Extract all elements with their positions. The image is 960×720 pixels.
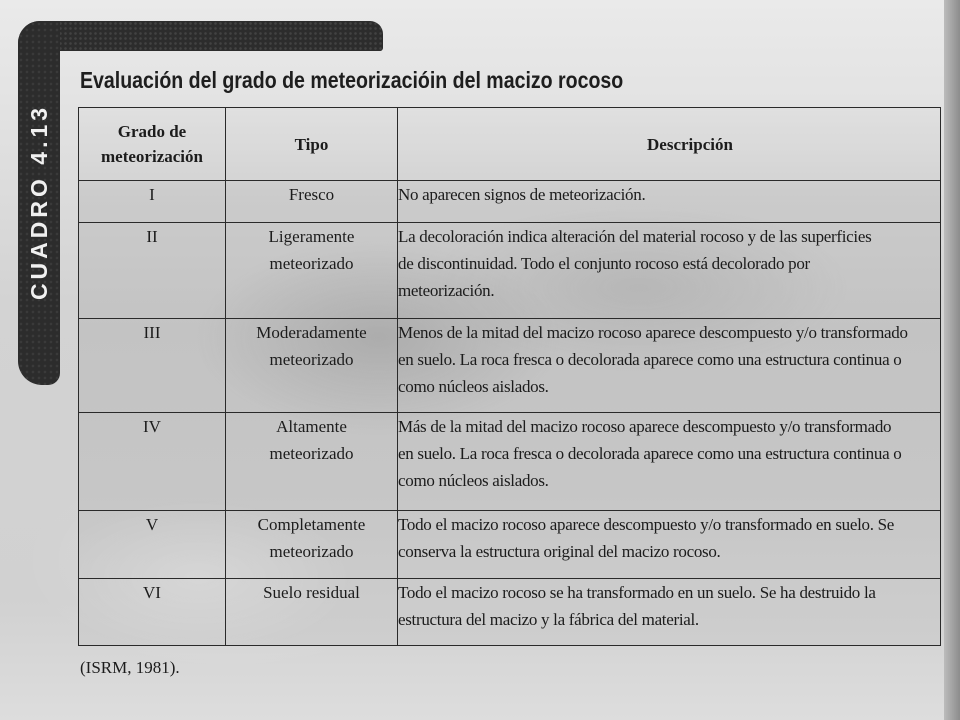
description-line: conserva la estructura original del macizo rocoso. bbox=[398, 542, 721, 561]
description-line: de discontinuidad. Todo el conjunto rocoso está decolorado por bbox=[398, 254, 810, 273]
type-line: Suelo residual bbox=[263, 583, 360, 602]
description-line: meteorización. bbox=[398, 281, 495, 300]
page-edge-shadow bbox=[944, 0, 960, 720]
table-row bbox=[79, 181, 941, 223]
type-cell bbox=[226, 413, 398, 511]
description-line: en suelo. La roca fresca o decolorada aparece como una estructura continua o bbox=[398, 350, 902, 369]
table-row bbox=[79, 579, 941, 646]
type-line: Ligeramente bbox=[268, 227, 355, 246]
description-line: como núcleos aislados. bbox=[398, 377, 549, 396]
grade-cell: V bbox=[79, 511, 226, 579]
table-row bbox=[79, 413, 941, 511]
grade-cell: VI bbox=[79, 579, 226, 646]
grade-cell: IV bbox=[79, 413, 226, 511]
source-note: (ISRM, 1981). bbox=[80, 658, 180, 677]
grade-cell: II bbox=[79, 223, 226, 319]
description-cell bbox=[398, 579, 941, 646]
header-type: Tipo bbox=[226, 108, 398, 181]
type-line: Moderadamente bbox=[256, 323, 367, 342]
weathering-table bbox=[78, 107, 941, 646]
type-cell bbox=[226, 181, 398, 223]
description-line: La decoloración indica alteración del material rocoso y de las superficies bbox=[398, 227, 872, 246]
type-cell bbox=[226, 223, 398, 319]
table-title: Evaluación del grado de meteorizacióin del macizo rocoso bbox=[80, 67, 624, 93]
type-line: Completamente bbox=[257, 515, 366, 534]
header-grade-line: Grado de bbox=[117, 122, 187, 141]
type-line: meteorizado bbox=[269, 350, 354, 369]
side-tab-label: CUADRO 4.13 bbox=[26, 103, 52, 301]
description-cell bbox=[398, 319, 941, 413]
description-line: Menos de la mitad del macizo rocoso aparece descompuesto y/o transformado bbox=[398, 323, 908, 342]
description-line: Todo el macizo rocoso se ha transformado en un suelo. Se ha destruido la bbox=[398, 583, 876, 602]
header-grade bbox=[79, 108, 226, 181]
description-cell bbox=[398, 511, 941, 579]
grade-cell: III bbox=[79, 319, 226, 413]
description-cell bbox=[398, 223, 941, 319]
table-row bbox=[79, 511, 941, 579]
type-line: meteorizado bbox=[269, 444, 354, 463]
description-cell bbox=[398, 181, 941, 223]
type-cell bbox=[226, 319, 398, 413]
description-line: como núcleos aislados. bbox=[398, 471, 549, 490]
side-tab-bar bbox=[18, 21, 383, 51]
table-header-row bbox=[79, 108, 941, 181]
description-line: No aparecen signos de meteorización. bbox=[398, 185, 646, 204]
header-grade-line: meteorización bbox=[101, 147, 203, 166]
grade-cell: I bbox=[79, 181, 226, 223]
description-line: estructura del macizo y la fábrica del material. bbox=[398, 610, 699, 629]
table-row bbox=[79, 223, 941, 319]
type-cell bbox=[226, 511, 398, 579]
description-line: en suelo. La roca fresca o decolorada aparece como una estructura continua o bbox=[398, 444, 902, 463]
type-cell bbox=[226, 579, 398, 646]
type-line: meteorizado bbox=[269, 542, 354, 561]
table-row bbox=[79, 319, 941, 413]
type-line: meteorizado bbox=[269, 254, 354, 273]
type-line: Fresco bbox=[288, 185, 335, 204]
header-description: Descripción bbox=[398, 108, 941, 181]
description-line: Más de la mitad del macizo rocoso aparece descompuesto y/o transformado bbox=[398, 417, 892, 436]
type-line: Altamente bbox=[276, 417, 347, 436]
description-line: Todo el macizo rocoso aparece descompuesto y/o transformado en suelo. Se bbox=[398, 515, 895, 534]
description-cell bbox=[398, 413, 941, 511]
